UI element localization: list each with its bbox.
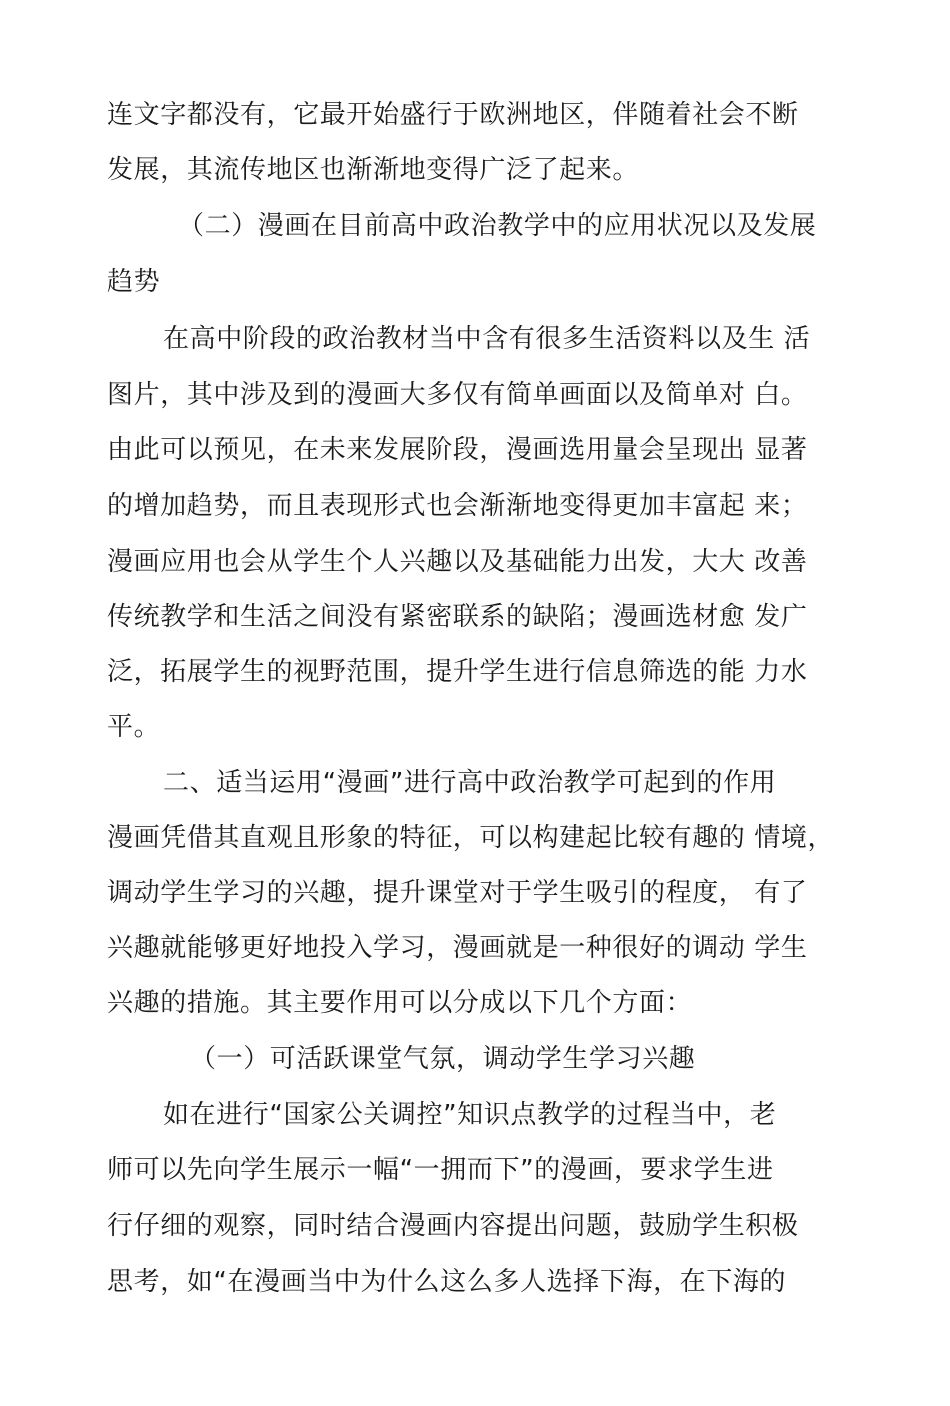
text-line-1: 连文字都没有，它最开始盛行于欧洲地区，伴随着社会不断 bbox=[107, 100, 799, 130]
section-heading-main: 二、适当运用“漫画”进行高中政治教学可起到的作用 bbox=[163, 768, 777, 798]
text-line-2: 发展，其流传地区也渐渐地变得广泛了起来。 bbox=[107, 155, 640, 185]
text-line-15: 调动学生学习的兴趣，提升课堂对于学生吸引的程度， 有了 bbox=[107, 878, 808, 908]
text-line-20: 师可以先向学生展示一幅“一拥而下”的漫画，要求学生进 bbox=[107, 1155, 774, 1185]
text-line-21: 行仔细的观察，同时结合漫画内容提出问题，鼓励学生积极 bbox=[107, 1211, 799, 1241]
subsection-heading-1: （一）可活跃课堂气氛，调动学生学习兴趣 bbox=[190, 1044, 696, 1074]
section-heading-2-line-2: 趋势 bbox=[107, 267, 161, 297]
text-line-12: 平。 bbox=[107, 712, 161, 742]
text-line-5: 在高中阶段的政治教材当中含有很多生活资料以及生 活 bbox=[163, 324, 811, 354]
text-line-14: 漫画凭借其直观且形象的特征，可以构建起比较有趣的 情境， bbox=[107, 823, 835, 853]
section-heading-2-line-1: （二）漫画在目前高中政治教学中的应用状况以及发展 bbox=[178, 211, 817, 241]
text-line-9: 漫画应用也会从学生个人兴趣以及基础能力出发，大大 改善 bbox=[107, 547, 808, 577]
text-line-8: 的增加趋势，而且表现形式也会渐渐地变得更加丰富起 来； bbox=[107, 491, 808, 521]
text-line-11: 泛，拓展学生的视野范围，提升学生进行信息筛选的能 力水 bbox=[107, 657, 808, 687]
text-line-16: 兴趣就能够更好地投入学习，漫画就是一种很好的调动 学生 bbox=[107, 933, 808, 963]
text-line-6: 图片，其中涉及到的漫画大多仅有简单画面以及简单对 白。 bbox=[107, 380, 808, 410]
text-line-19: 如在进行“国家公关调控”知识点教学的过程当中，老 bbox=[163, 1100, 777, 1130]
text-line-17: 兴趣的措施。其主要作用可以分成以下几个方面： bbox=[107, 988, 693, 1018]
text-line-22: 思考，如“在漫画当中为什么这么多人选择下海，在下海的 bbox=[107, 1267, 787, 1297]
text-line-7: 由此可以预见，在未来发展阶段，漫画选用量会呈现出 显著 bbox=[107, 435, 808, 465]
text-line-10: 传统教学和生活之间没有紧密联系的缺陷；漫画选材愈 发广 bbox=[107, 602, 808, 632]
